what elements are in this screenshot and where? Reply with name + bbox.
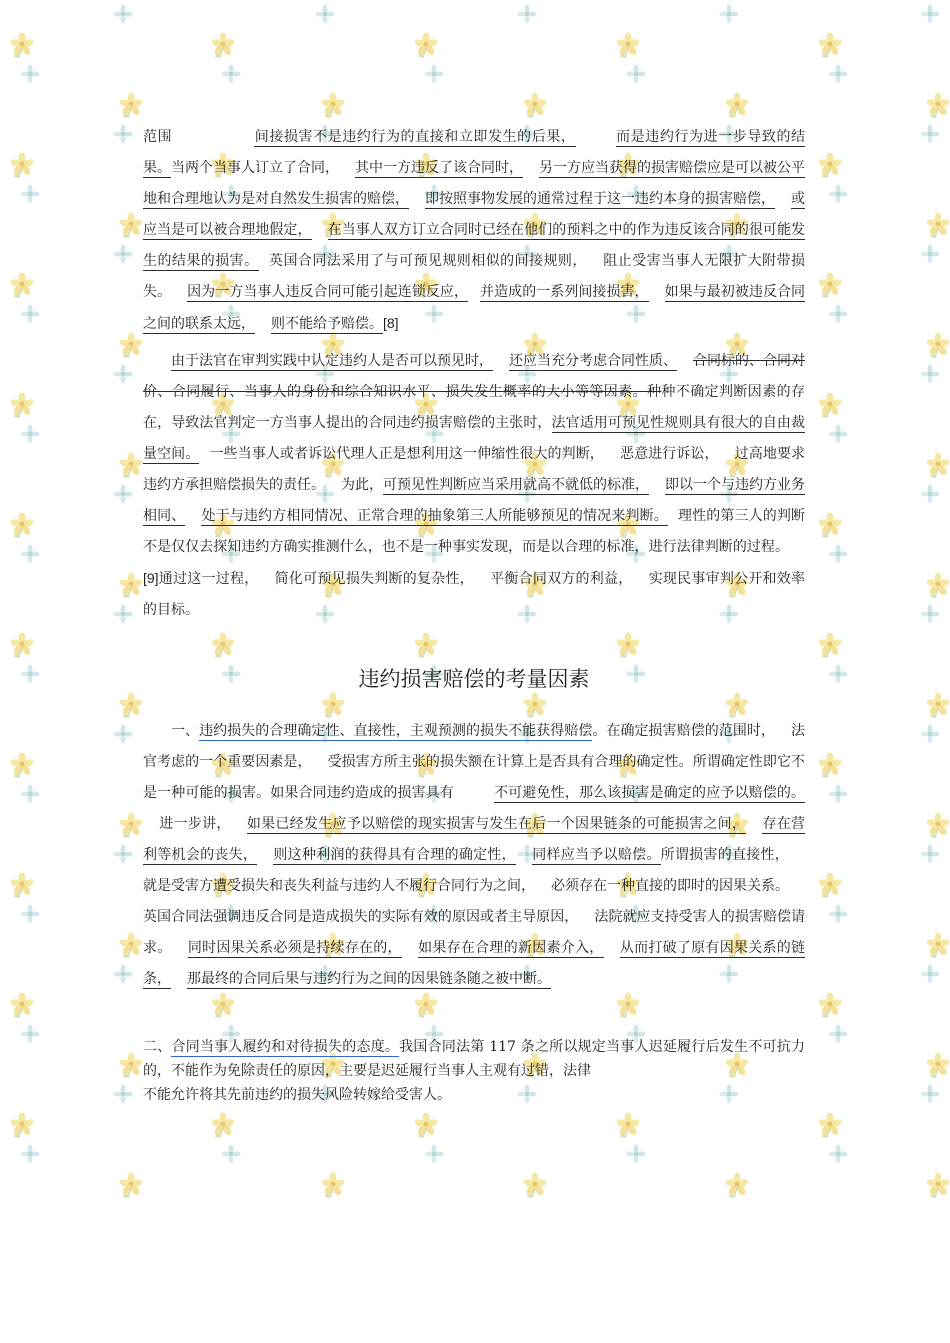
yellow-flower-icon [926,1173,950,1199]
blue-flower-icon [627,1145,646,1164]
yellow-flower-icon [926,573,950,599]
struck-text: 合同标的、合同对价、合同履行、当事人的身份和综合知识水平、损失发生概率的大小等等因素。种 [143,353,805,400]
list-number: 一、 [171,723,200,739]
text-run: 我国合同法第 117 条之所以规定当事人迟延履行后发生不可抗力的，不能作为免除责任的原因，主要是迟延履行当事人主观有过错，法律 [143,1039,806,1079]
text-run: 阻止受害当事人无限扩大附带损失。 [143,253,806,300]
blue-flower-icon [222,1145,241,1164]
yellow-flower-icon [10,873,35,899]
blue-flower-icon [425,65,444,84]
blue-flower-icon [829,305,848,324]
yellow-flower-icon [321,1173,346,1199]
text-run: 英国合同法强调违反合同是造成损失的实际有效的原因或者主导原因， [143,909,579,925]
underlined-text: 并造成的一系列间接损害， [480,284,649,300]
yellow-flower-icon [119,933,144,959]
yellow-flower-icon [119,813,144,839]
text-run: 平衡合同双方的利益， [489,571,633,587]
text-run: 法官考虑的一个重要因素是， [143,723,806,770]
blue-flower-icon [21,65,40,84]
underlined-text: 存在营利等机会的丧失， [143,816,806,863]
text-run: 恶意进行诉讼， [619,446,719,462]
text-run: 种不确定判断因素的存在，导致法官判定一方当事人提出的合同违约损害赔偿的主张时， [143,384,806,431]
yellow-flower-icon [818,633,843,659]
underlined-text: 另一方应当获得的损害赔偿应是可以被公平地和合理地认为是对自然发生损害的赔偿， [143,160,805,207]
citation-ref: [8] [383,315,399,331]
text-run: 就是受害方遭受损失和丧失利益与违约人不履行合同行为之间， [143,878,535,894]
text-run: 。在确定损害赔偿的范围时， [592,723,775,739]
yellow-flower-icon [119,1053,144,1079]
underlined-text: 可预见性判断应当采用就高不就低的标准， [383,477,649,493]
yellow-flower-icon [926,453,950,479]
text-run: 理性的第三人的判断不是仅仅去探知违约方确实推测什么，也不是一种事实发现，而是以合理的标准，进行法律判断的过程。 [143,508,806,555]
blue-flower-icon [21,425,40,444]
blue-flower-icon [829,425,848,444]
blue-flower-icon [921,365,940,384]
yellow-flower-icon [523,93,548,119]
blue-flower-icon [21,1145,40,1164]
blue-flower-icon [21,665,40,684]
yellow-flower-icon [926,693,950,719]
blue-flower-icon [518,5,537,24]
blue-flower-icon [829,1025,848,1044]
yellow-flower-icon [10,1113,35,1139]
yellow-flower-icon [926,333,950,359]
blue-flower-icon [921,845,940,864]
yellow-flower-icon [818,1113,843,1139]
document-page [143,122,805,1107]
underlined-text: 则不能给予赔偿。 [271,316,383,332]
blue-flower-icon [21,305,40,324]
yellow-flower-icon [211,33,236,59]
yellow-flower-icon [616,33,641,59]
yellow-flower-icon [119,693,144,719]
blue-flower-icon [114,725,133,744]
text-run: 法院就应支持受害人的损害赔偿请求。 [143,909,806,956]
yellow-flower-icon [10,153,35,179]
yellow-flower-icon [926,813,950,839]
blue-flower-icon [829,905,848,924]
blue-flower-icon [829,185,848,204]
blue-flower-icon [921,5,940,24]
blue-flower-icon [222,65,241,84]
underlined-text: 由于法官在审判实践中认定违约人是否可以预见时， [171,353,493,369]
underlined-text: 或应当是可以被合理地假定， [143,191,805,238]
blue-flower-icon [921,125,940,144]
underlined-text: 从而打破了原有因果关系的链条， [143,940,806,987]
blue-flower-icon [21,905,40,924]
underlined-text: 那么该损害是确定的应予以赔偿的。 [578,785,806,801]
yellow-flower-icon [211,1113,236,1139]
list-number: 二、 [143,1039,172,1055]
underlined-text: 即以一个与违约方业务相同、 [143,477,805,524]
yellow-flower-icon [119,573,144,599]
underlined-text: 不可避免性， [494,785,579,801]
yellow-flower-icon [10,393,35,419]
text-run: 为此， [341,477,383,493]
underlined-text: 则这种利润的获得具有合理的确定性， [273,847,516,863]
blue-flower-icon [921,1085,940,1104]
underlined-text: 同样应当予以赔偿。 [531,847,661,863]
blue-flower-icon [829,545,848,564]
underlined-text: 法官适用可预见性规则具有很大的自由裁量空间。 [143,415,806,462]
text-run: 范围 [143,129,173,145]
text-run: 通过这一过程， [158,571,259,587]
blue-flower-icon [829,1145,848,1164]
underlined-text: 即按照事物发展的通常过程于这一违约本身的损害赔偿， [425,191,775,207]
yellow-flower-icon [818,273,843,299]
blue-flower-icon [114,125,133,144]
yellow-flower-icon [926,933,950,959]
blue-flower-icon [114,965,133,984]
yellow-flower-icon [119,1173,144,1199]
yellow-flower-icon [10,513,35,539]
yellow-flower-icon [818,513,843,539]
yellow-flower-icon [10,753,35,779]
blue-flower-icon [829,785,848,804]
yellow-flower-icon [414,33,439,59]
underlined-text: 合同当事人履约和对待损失的态度。 [171,1039,400,1055]
text-run: 进一步讲， [159,816,231,832]
underlined-text: 其中一方违反了该合同时， [355,160,523,176]
yellow-flower-icon [926,93,950,119]
yellow-flower-icon [818,393,843,419]
yellow-flower-icon [926,1053,950,1079]
text-run: 一些当事人或者诉讼代理人正是想利用这一伸缩性很大的判断， [209,446,604,462]
yellow-flower-icon [818,33,843,59]
blue-flower-icon [921,605,940,624]
yellow-flower-icon [725,1173,750,1199]
text-run: 受损害方所主张的损失额在计算上是否具有合理的确定性。所谓确定性即它不是一种可能的损害。如果合同违约造成的损害具有 [143,754,806,801]
yellow-flower-icon [321,93,346,119]
underlined-text: 因为一方当事人违反合同可能引起连锁反应， [187,284,469,300]
text-run: 必须存在一种直接的即时的因果关系。 [551,878,789,894]
yellow-flower-icon [616,1113,641,1139]
blue-flower-icon [425,1145,444,1164]
citation-ref: [9] [143,570,159,586]
yellow-flower-icon [10,273,35,299]
text-run: 英国合同法采用了与可预见规则相似的间接规则， [268,253,587,269]
text-run: 所谓损害的直接性， [660,847,790,863]
yellow-flower-icon [818,873,843,899]
blue-flower-icon [921,245,940,264]
yellow-flower-icon [10,993,35,1019]
underlined-text: 处于与违约方相同情况、正常合理的抽象第三人所能够预见的情况来判断。 [201,508,668,524]
text-run: 不能允许将其先前违约的损失风险转嫁给受害人。 [143,1087,451,1103]
blue-flower-icon [114,245,133,264]
yellow-flower-icon [10,633,35,659]
underlined-text: 违约损失的合理确定性、直接性，主观预测的损失不能获得赔偿 [199,723,593,739]
underlined-text: 如果存在合理的新因素介入， [417,940,604,956]
yellow-flower-icon [818,153,843,179]
blue-flower-icon [114,1085,133,1104]
blue-flower-icon [114,845,133,864]
underlined-text: 如果已经发生应予以赔偿的现实损害与发生在后一个因果链条的可能损害之间， [246,816,747,832]
text-run: 过高地要求违约方承担赔偿损失的责任。 [143,446,806,493]
blue-flower-icon [921,485,940,504]
yellow-flower-icon [725,93,750,119]
blue-flower-icon [21,785,40,804]
blue-flower-icon [921,725,940,744]
underlined-text: 在当事人双方订立合同时已经在他们的预料之中的作为违反该合同的很可能发生的结果的损害。 [143,222,806,269]
underlined-text: 同时因果关系必须是持续存在的， [187,940,402,956]
yellow-flower-icon [523,1173,548,1199]
yellow-flower-icon [119,93,144,119]
yellow-flower-icon [10,33,35,59]
blue-flower-icon [21,1025,40,1044]
underlined-text: 而是违约行为进一步导致的结果。 [143,129,806,176]
paragraph-indirect-loss [143,122,805,340]
blue-flower-icon [114,365,133,384]
blue-flower-icon [114,605,133,624]
blue-flower-icon [720,5,739,24]
paragraph-foreseeability [143,346,805,626]
section-heading: 违约损害赔偿的考量因素 [358,667,590,691]
yellow-flower-icon [119,333,144,359]
blue-flower-icon [114,5,133,24]
text-run: 实现民事审判公开和效率的目标。 [143,571,806,618]
yellow-flower-icon [926,213,950,239]
yellow-flower-icon [414,1113,439,1139]
blue-flower-icon [627,65,646,84]
blue-flower-icon [114,485,133,504]
blue-flower-icon [829,665,848,684]
blue-flower-icon [316,5,335,24]
underlined-text: 那最终的合同后果与违约行为之间的因果链条随之被中断。 [187,971,551,987]
text-run: 当两个当事人订立了合同， [171,160,339,176]
underlined-text: 间接损害不是违约行为的直接和立即发生的后果， [254,129,576,145]
underlined-text: 还应当充分考虑合同性质、 [509,353,677,369]
underlined-text: 如果与最初被违反合同之间的联系太远， [143,284,806,332]
yellow-flower-icon [818,993,843,1019]
blue-flower-icon [829,65,848,84]
blue-flower-icon [921,965,940,984]
blue-flower-icon [21,185,40,204]
text-run: 简化可预见损失判断的复杂性， [274,571,474,587]
yellow-flower-icon [119,453,144,479]
paragraph-factor-one [143,716,805,995]
yellow-flower-icon [119,213,144,239]
blue-flower-icon [21,545,40,564]
yellow-flower-icon [818,753,843,779]
paragraph-factor-two [143,1035,805,1107]
